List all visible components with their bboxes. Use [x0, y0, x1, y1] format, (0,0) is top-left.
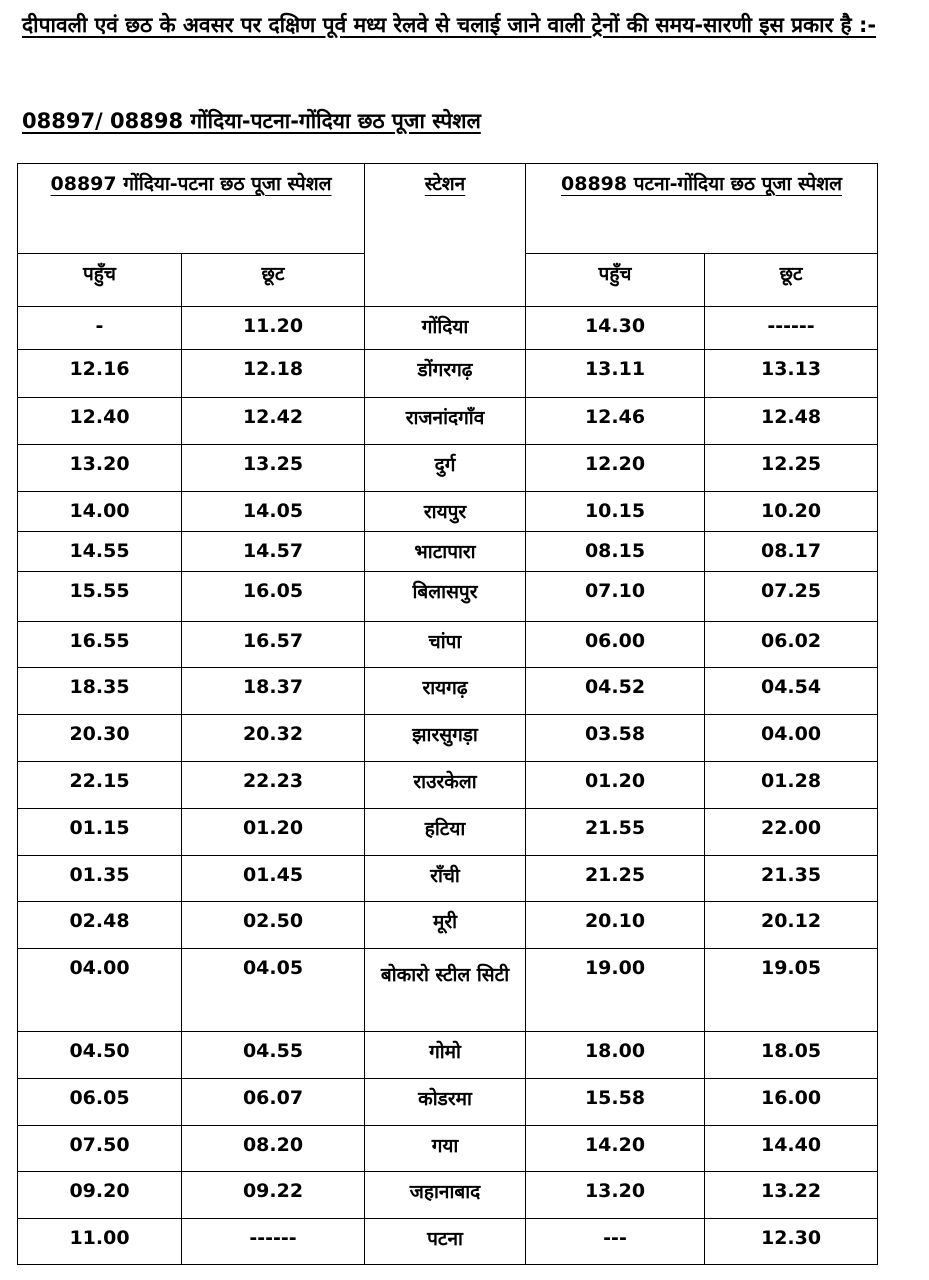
train-pair-title: 08897/ 08898 गोंदिया-पटना-गोंदिया छठ पूजा स्पेशल	[22, 109, 481, 133]
right-departure: 20.12	[705, 902, 878, 949]
right-departure: 12.48	[705, 398, 878, 445]
station-name: जहानाबाद	[365, 1172, 526, 1219]
right-departure: 06.02	[705, 622, 878, 668]
left-departure: 04.05	[182, 949, 365, 1032]
left-arrival: 14.00	[18, 492, 182, 532]
table-row	[18, 902, 878, 949]
right-arrival: 14.20	[526, 1126, 705, 1172]
left-arrival: 18.35	[18, 668, 182, 715]
station-name: रायगढ़	[365, 668, 526, 715]
left-departure: 11.20	[182, 307, 365, 350]
left-arrival: 06.05	[18, 1079, 182, 1126]
left-departure: 01.45	[182, 856, 365, 902]
table-row	[18, 398, 878, 445]
left-arrival: 04.50	[18, 1032, 182, 1079]
right-departure: 08.17	[705, 532, 878, 572]
right-arrival: 21.25	[526, 856, 705, 902]
right-arrival: 12.46	[526, 398, 705, 445]
right-arrival: 20.10	[526, 902, 705, 949]
station-header-label: स्टेशन	[424, 173, 466, 195]
left-arrival: 11.00	[18, 1219, 182, 1265]
right-arrival: 15.58	[526, 1079, 705, 1126]
left-departure: 18.37	[182, 668, 365, 715]
table-row	[18, 668, 878, 715]
left-departure: ------	[182, 1219, 365, 1265]
right-departure: ------	[705, 307, 878, 350]
left-arrival: 01.15	[18, 809, 182, 856]
station-name: झारसुगड़ा	[365, 715, 526, 762]
right-departure: 01.28	[705, 762, 878, 809]
left-departure: 09.22	[182, 1172, 365, 1219]
right-departure: 21.35	[705, 856, 878, 902]
right-arrival: 06.00	[526, 622, 705, 668]
table-row	[18, 949, 878, 1032]
table-row	[18, 762, 878, 809]
table-row	[18, 572, 878, 622]
right-arrival: 13.20	[526, 1172, 705, 1219]
left-departure: 01.20	[182, 809, 365, 856]
left-departure: 02.50	[182, 902, 365, 949]
left-departure: 14.05	[182, 492, 365, 532]
left-arrival: 12.40	[18, 398, 182, 445]
station-name: पटना	[365, 1219, 526, 1265]
left-arrival: 22.15	[18, 762, 182, 809]
right-departure: 13.22	[705, 1172, 878, 1219]
left-arrival: 20.30	[18, 715, 182, 762]
table-row	[18, 350, 878, 398]
table-row	[18, 856, 878, 902]
table-row	[18, 307, 878, 350]
right-arrival: 14.30	[526, 307, 705, 350]
left-arrival: 04.00	[18, 949, 182, 1032]
station-name: बोकारो स्टील सिटी	[365, 949, 526, 1032]
left-train-title: 08897 गोंदिया-पटना छठ पूजा स्पेशल	[50, 173, 332, 195]
left-departure: 16.05	[182, 572, 365, 622]
left-departure: 14.57	[182, 532, 365, 572]
left-arrival: 13.20	[18, 445, 182, 492]
station-name: राँची	[365, 856, 526, 902]
right-arrival: 21.55	[526, 809, 705, 856]
right-arrival: 04.52	[526, 668, 705, 715]
station-name: कोडरमा	[365, 1079, 526, 1126]
right-departure: 07.25	[705, 572, 878, 622]
left-train-header	[18, 164, 365, 254]
table-row	[18, 1032, 878, 1079]
table-row	[18, 622, 878, 668]
table-row	[18, 532, 878, 572]
right-departure: 16.00	[705, 1079, 878, 1126]
left-depart-header: छूट	[182, 254, 365, 307]
left-arrival: -	[18, 307, 182, 350]
right-train-title: 08898 पटना-गोंदिया छठ पूजा स्पेशल	[561, 173, 843, 195]
right-arrival: ---	[526, 1219, 705, 1265]
station-name: मूरी	[365, 902, 526, 949]
right-arrive-header: पहुँच	[526, 254, 705, 307]
left-departure: 04.55	[182, 1032, 365, 1079]
left-departure: 12.18	[182, 350, 365, 398]
station-name: भाटापारा	[365, 532, 526, 572]
table-row	[18, 715, 878, 762]
left-arrive-header: पहुँच	[18, 254, 182, 307]
left-arrival: 16.55	[18, 622, 182, 668]
station-name: रायपुर	[365, 492, 526, 532]
right-train-header	[526, 164, 878, 254]
left-departure: 20.32	[182, 715, 365, 762]
right-departure: 19.05	[705, 949, 878, 1032]
left-arrival: 09.20	[18, 1172, 182, 1219]
station-name: हटिया	[365, 809, 526, 856]
table-row	[18, 445, 878, 492]
left-departure: 06.07	[182, 1079, 365, 1126]
left-departure: 22.23	[182, 762, 365, 809]
right-departure: 12.30	[705, 1219, 878, 1265]
table-row	[18, 1172, 878, 1219]
right-arrival: 12.20	[526, 445, 705, 492]
right-arrival: 01.20	[526, 762, 705, 809]
station-header	[365, 164, 526, 307]
right-departure: 04.54	[705, 668, 878, 715]
station-name: गोमो	[365, 1032, 526, 1079]
left-arrival: 01.35	[18, 856, 182, 902]
right-arrival: 03.58	[526, 715, 705, 762]
right-arrival: 08.15	[526, 532, 705, 572]
table-row	[18, 1219, 878, 1265]
right-arrival: 07.10	[526, 572, 705, 622]
station-name: डोंगरगढ़	[365, 350, 526, 398]
right-departure: 12.25	[705, 445, 878, 492]
right-departure: 18.05	[705, 1032, 878, 1079]
right-arrival: 10.15	[526, 492, 705, 532]
station-name: गोंदिया	[365, 307, 526, 350]
station-name: दुर्ग	[365, 445, 526, 492]
left-departure: 16.57	[182, 622, 365, 668]
right-arrival: 18.00	[526, 1032, 705, 1079]
left-arrival: 02.48	[18, 902, 182, 949]
station-name: बिलासपुर	[365, 572, 526, 622]
right-departure: 10.20	[705, 492, 878, 532]
right-departure: 13.13	[705, 350, 878, 398]
left-arrival: 07.50	[18, 1126, 182, 1172]
right-arrival: 13.11	[526, 350, 705, 398]
right-departure: 04.00	[705, 715, 878, 762]
table-row	[18, 492, 878, 532]
station-name: चांपा	[365, 622, 526, 668]
timetable	[17, 163, 878, 1265]
right-departure: 14.40	[705, 1126, 878, 1172]
right-depart-header: छूट	[705, 254, 878, 307]
station-name: गया	[365, 1126, 526, 1172]
intro-heading: दीपावली एवं छठ के अवसर पर दक्षिण पूर्व मध्य रेलवे से चलाई जाने वाली ट्रेनों की समय-सारणी इस प्रकार है :-	[22, 13, 877, 37]
left-arrival: 14.55	[18, 532, 182, 572]
left-arrival: 15.55	[18, 572, 182, 622]
left-departure: 08.20	[182, 1126, 365, 1172]
right-arrival: 19.00	[526, 949, 705, 1032]
table-row	[18, 1126, 878, 1172]
station-name: राउरकेला	[365, 762, 526, 809]
right-departure: 22.00	[705, 809, 878, 856]
table-row	[18, 1079, 878, 1126]
left-arrival: 12.16	[18, 350, 182, 398]
table-row	[18, 809, 878, 856]
left-departure: 12.42	[182, 398, 365, 445]
left-departure: 13.25	[182, 445, 365, 492]
station-name: राजनांदगाँव	[365, 398, 526, 445]
